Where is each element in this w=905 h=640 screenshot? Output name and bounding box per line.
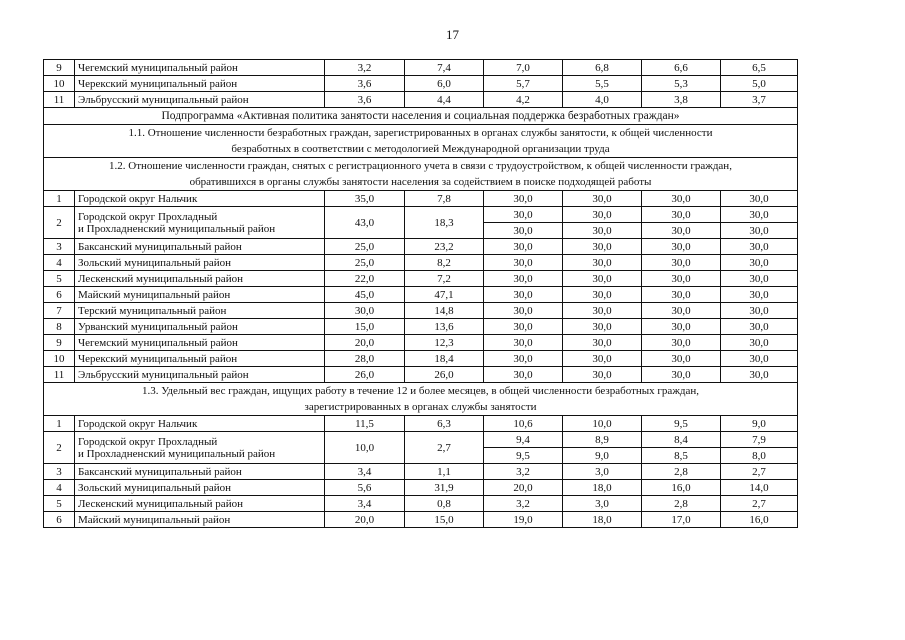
table-row: [44, 496, 798, 512]
indicator-1-2: [44, 158, 798, 191]
district-name-line: и Прохладненский муниципальный район: [78, 447, 276, 460]
value-cell: 28,0: [325, 351, 405, 367]
value-cell: 5,6: [325, 480, 405, 496]
district-name-line: и Прохладненский муниципальный район: [78, 222, 276, 235]
value-cell: 30,0: [721, 207, 798, 223]
indicator-1-1: [44, 125, 798, 158]
value-cell: 25,0: [325, 255, 405, 271]
value-cell: 6,0: [405, 76, 484, 92]
value-cell: 30,0: [563, 319, 642, 335]
indicators-table: [43, 59, 798, 528]
value-cell: 10,0: [325, 432, 405, 464]
value-cell: 30,0: [642, 319, 721, 335]
value-cell: 30,0: [642, 223, 721, 239]
row-number: 10: [44, 351, 75, 367]
district-name: Лескенский муниципальный район: [75, 271, 325, 287]
table-row: [44, 416, 798, 432]
value-cell: 18,0: [563, 480, 642, 496]
value-cell: 6,3: [405, 416, 484, 432]
value-cell: 8,4: [642, 432, 721, 448]
value-cell: 9,5: [484, 448, 563, 464]
value-cell: 9,0: [563, 448, 642, 464]
value-cell: 30,0: [721, 239, 798, 255]
row-number: 1: [44, 191, 75, 207]
value-cell: 16,0: [721, 512, 798, 528]
indicator-1-2-line: обратившихся в органы службы занятости населения за содействием в поиске подходящей работы: [189, 176, 652, 188]
district-name: [75, 432, 325, 464]
value-cell: 30,0: [721, 367, 798, 383]
table-row: [44, 335, 798, 351]
indicator-1-2-line: 1.2. Отношение численности граждан, снятых с регистрационного учета в связи с трудоустройством, к общей численности граждан,: [109, 160, 732, 172]
row-number: 10: [44, 76, 75, 92]
value-cell: 9,5: [642, 416, 721, 432]
value-cell: 2,8: [642, 496, 721, 512]
district-name-line: Городской округ Прохладный: [78, 435, 218, 448]
value-cell: 35,0: [325, 191, 405, 207]
row-number: 5: [44, 496, 75, 512]
table-row: [44, 191, 798, 207]
value-cell: 30,0: [642, 207, 721, 223]
district-name: Урванский муниципальный район: [75, 319, 325, 335]
row-number: 2: [44, 432, 75, 464]
value-cell: 30,0: [563, 367, 642, 383]
district-name: Эльбрусский муниципальный район: [75, 92, 325, 108]
value-cell: 25,0: [325, 239, 405, 255]
value-cell: 1,1: [405, 464, 484, 480]
district-name: Городской округ Нальчик: [75, 416, 325, 432]
table-body: [44, 60, 798, 528]
value-cell: 47,1: [405, 287, 484, 303]
value-cell: 5,7: [484, 76, 563, 92]
table-row: [44, 464, 798, 480]
value-cell: 30,0: [642, 255, 721, 271]
table-row: [44, 92, 798, 108]
row-number: 1: [44, 416, 75, 432]
district-name: Городской округ Нальчик: [75, 191, 325, 207]
value-cell: 26,0: [325, 367, 405, 383]
value-cell: 3,2: [484, 496, 563, 512]
value-cell: 23,2: [405, 239, 484, 255]
value-cell: 30,0: [642, 351, 721, 367]
value-cell: 30,0: [484, 207, 563, 223]
value-cell: 30,0: [642, 271, 721, 287]
value-cell: 3,6: [325, 76, 405, 92]
indicator-1-1-line: 1.1. Отношение численности безработных граждан, зарегистрированных в органах службы занятости, к общей численности: [128, 127, 713, 139]
row-number: 11: [44, 92, 75, 108]
row-number: 6: [44, 512, 75, 528]
indicator-1-3: [44, 383, 798, 416]
value-cell: 30,0: [484, 335, 563, 351]
value-cell: 43,0: [325, 207, 405, 239]
value-cell: 3,2: [325, 60, 405, 76]
value-cell: 30,0: [721, 303, 798, 319]
row-number: 3: [44, 464, 75, 480]
value-cell: 20,0: [325, 335, 405, 351]
row-number: 2: [44, 207, 75, 239]
value-cell: 30,0: [721, 319, 798, 335]
value-cell: 30,0: [721, 191, 798, 207]
value-cell: 3,4: [325, 496, 405, 512]
value-cell: 20,0: [325, 512, 405, 528]
district-name: Баксанский муниципальный район: [75, 464, 325, 480]
value-cell: 7,0: [484, 60, 563, 76]
value-cell: 2,8: [642, 464, 721, 480]
row-number: 6: [44, 287, 75, 303]
value-cell: 2,7: [721, 496, 798, 512]
value-cell: 30,0: [484, 271, 563, 287]
value-cell: 30,0: [721, 223, 798, 239]
row-number: 4: [44, 480, 75, 496]
value-cell: 31,9: [405, 480, 484, 496]
value-cell: 20,0: [484, 480, 563, 496]
value-cell: 30,0: [484, 319, 563, 335]
table-row: [44, 480, 798, 496]
indicator-1-3-line: 1.3. Удельный вес граждан, ищущих работу в течение 12 и более месяцев, в общей численности безработных граждан,: [141, 385, 700, 397]
value-cell: 15,0: [325, 319, 405, 335]
value-cell: 9,4: [484, 432, 563, 448]
value-cell: 30,0: [563, 255, 642, 271]
table-row: [44, 512, 798, 528]
district-name: Чегемский муниципальный район: [75, 335, 325, 351]
value-cell: 30,0: [563, 207, 642, 223]
value-cell: 18,4: [405, 351, 484, 367]
value-cell: 18,3: [405, 207, 484, 239]
district-name: Баксанский муниципальный район: [75, 239, 325, 255]
value-cell: 30,0: [484, 367, 563, 383]
subprogram-heading-text: [44, 108, 798, 125]
value-cell: 30,0: [563, 271, 642, 287]
row-number: 9: [44, 335, 75, 351]
value-cell: 7,9: [721, 432, 798, 448]
subprogram-heading-line: Подпрограмма «Активная политика занятости населения и социальная поддержка безработных граждан»: [161, 110, 680, 122]
district-name: Зольский муниципальный район: [75, 255, 325, 271]
value-cell: 18,0: [563, 512, 642, 528]
value-cell: 3,8: [642, 92, 721, 108]
value-cell: 8,0: [721, 448, 798, 464]
value-cell: 30,0: [642, 239, 721, 255]
value-cell: 30,0: [563, 287, 642, 303]
value-cell: 16,0: [642, 480, 721, 496]
indicator-1-3-text: [44, 383, 798, 416]
value-cell: 45,0: [325, 287, 405, 303]
table-row: [44, 319, 798, 335]
row-number: 8: [44, 319, 75, 335]
value-cell: 30,0: [642, 367, 721, 383]
value-cell: 30,0: [563, 351, 642, 367]
district-name: Черекский муниципальный район: [75, 76, 325, 92]
value-cell: 30,0: [484, 351, 563, 367]
value-cell: 30,0: [642, 287, 721, 303]
value-cell: 30,0: [563, 223, 642, 239]
value-cell: 2,7: [721, 464, 798, 480]
value-cell: 30,0: [325, 303, 405, 319]
district-name: Майский муниципальный район: [75, 287, 325, 303]
value-cell: 30,0: [484, 287, 563, 303]
value-cell: 0,8: [405, 496, 484, 512]
row-number: 4: [44, 255, 75, 271]
value-cell: 10,0: [563, 416, 642, 432]
value-cell: 17,0: [642, 512, 721, 528]
value-cell: 7,4: [405, 60, 484, 76]
value-cell: 30,0: [642, 191, 721, 207]
district-name: Чегемский муниципальный район: [75, 60, 325, 76]
table-row: [44, 60, 798, 76]
value-cell: 30,0: [484, 191, 563, 207]
table-row: [44, 351, 798, 367]
district-name: Майский муниципальный район: [75, 512, 325, 528]
district-name: [75, 207, 325, 239]
value-cell: 2,7: [405, 432, 484, 464]
value-cell: 30,0: [484, 239, 563, 255]
value-cell: 30,0: [484, 223, 563, 239]
row-number: 11: [44, 367, 75, 383]
value-cell: 30,0: [484, 255, 563, 271]
value-cell: 6,8: [563, 60, 642, 76]
value-cell: 5,0: [721, 76, 798, 92]
value-cell: 30,0: [721, 351, 798, 367]
district-name: Эльбрусский муниципальный район: [75, 367, 325, 383]
value-cell: 4,0: [563, 92, 642, 108]
value-cell: 11,5: [325, 416, 405, 432]
value-cell: 10,6: [484, 416, 563, 432]
indicator-1-1-text: [44, 125, 798, 158]
subprogram-heading: [44, 108, 798, 125]
value-cell: 13,6: [405, 319, 484, 335]
indicator-1-3-line: зарегистрированных в органах службы занятости: [304, 401, 537, 413]
table-row: [44, 76, 798, 92]
value-cell: 30,0: [642, 303, 721, 319]
value-cell: 19,0: [484, 512, 563, 528]
table-row: [44, 367, 798, 383]
value-cell: 6,5: [721, 60, 798, 76]
value-cell: 14,0: [721, 480, 798, 496]
row-number: 9: [44, 60, 75, 76]
value-cell: 3,0: [563, 496, 642, 512]
table-row: [44, 239, 798, 255]
value-cell: 5,3: [642, 76, 721, 92]
value-cell: 30,0: [563, 191, 642, 207]
value-cell: 30,0: [721, 271, 798, 287]
value-cell: 7,8: [405, 191, 484, 207]
value-cell: 4,2: [484, 92, 563, 108]
value-cell: 3,6: [325, 92, 405, 108]
value-cell: 7,2: [405, 271, 484, 287]
value-cell: 3,7: [721, 92, 798, 108]
row-number: 7: [44, 303, 75, 319]
value-cell: 30,0: [642, 335, 721, 351]
row-number: 3: [44, 239, 75, 255]
value-cell: 30,0: [721, 287, 798, 303]
value-cell: 30,0: [563, 239, 642, 255]
row-number: 5: [44, 271, 75, 287]
table-row: [44, 255, 798, 271]
value-cell: 6,6: [642, 60, 721, 76]
table-row: [44, 432, 798, 448]
value-cell: 4,4: [405, 92, 484, 108]
district-name: Терский муниципальный район: [75, 303, 325, 319]
value-cell: 3,0: [563, 464, 642, 480]
value-cell: 9,0: [721, 416, 798, 432]
value-cell: 8,9: [563, 432, 642, 448]
value-cell: 22,0: [325, 271, 405, 287]
value-cell: 30,0: [563, 335, 642, 351]
table-row: [44, 303, 798, 319]
table-row: [44, 207, 798, 223]
table-row: [44, 287, 798, 303]
value-cell: 8,5: [642, 448, 721, 464]
indicator-1-2-text: [44, 158, 798, 191]
value-cell: 5,5: [563, 76, 642, 92]
value-cell: 8,2: [405, 255, 484, 271]
district-name: Черекский муниципальный район: [75, 351, 325, 367]
value-cell: 3,2: [484, 464, 563, 480]
value-cell: 3,4: [325, 464, 405, 480]
value-cell: 30,0: [563, 303, 642, 319]
value-cell: 26,0: [405, 367, 484, 383]
value-cell: 30,0: [721, 255, 798, 271]
district-name: Зольский муниципальный район: [75, 480, 325, 496]
value-cell: 30,0: [484, 303, 563, 319]
district-name: Лескенский муниципальный район: [75, 496, 325, 512]
table-row: [44, 271, 798, 287]
indicator-1-1-line: безработных в соответствии с методологией Международной организации труда: [231, 143, 610, 155]
page-number: 17: [446, 27, 459, 42]
district-name-line: Городской округ Прохладный: [78, 210, 218, 223]
value-cell: 12,3: [405, 335, 484, 351]
value-cell: 30,0: [721, 335, 798, 351]
value-cell: 14,8: [405, 303, 484, 319]
value-cell: 15,0: [405, 512, 484, 528]
